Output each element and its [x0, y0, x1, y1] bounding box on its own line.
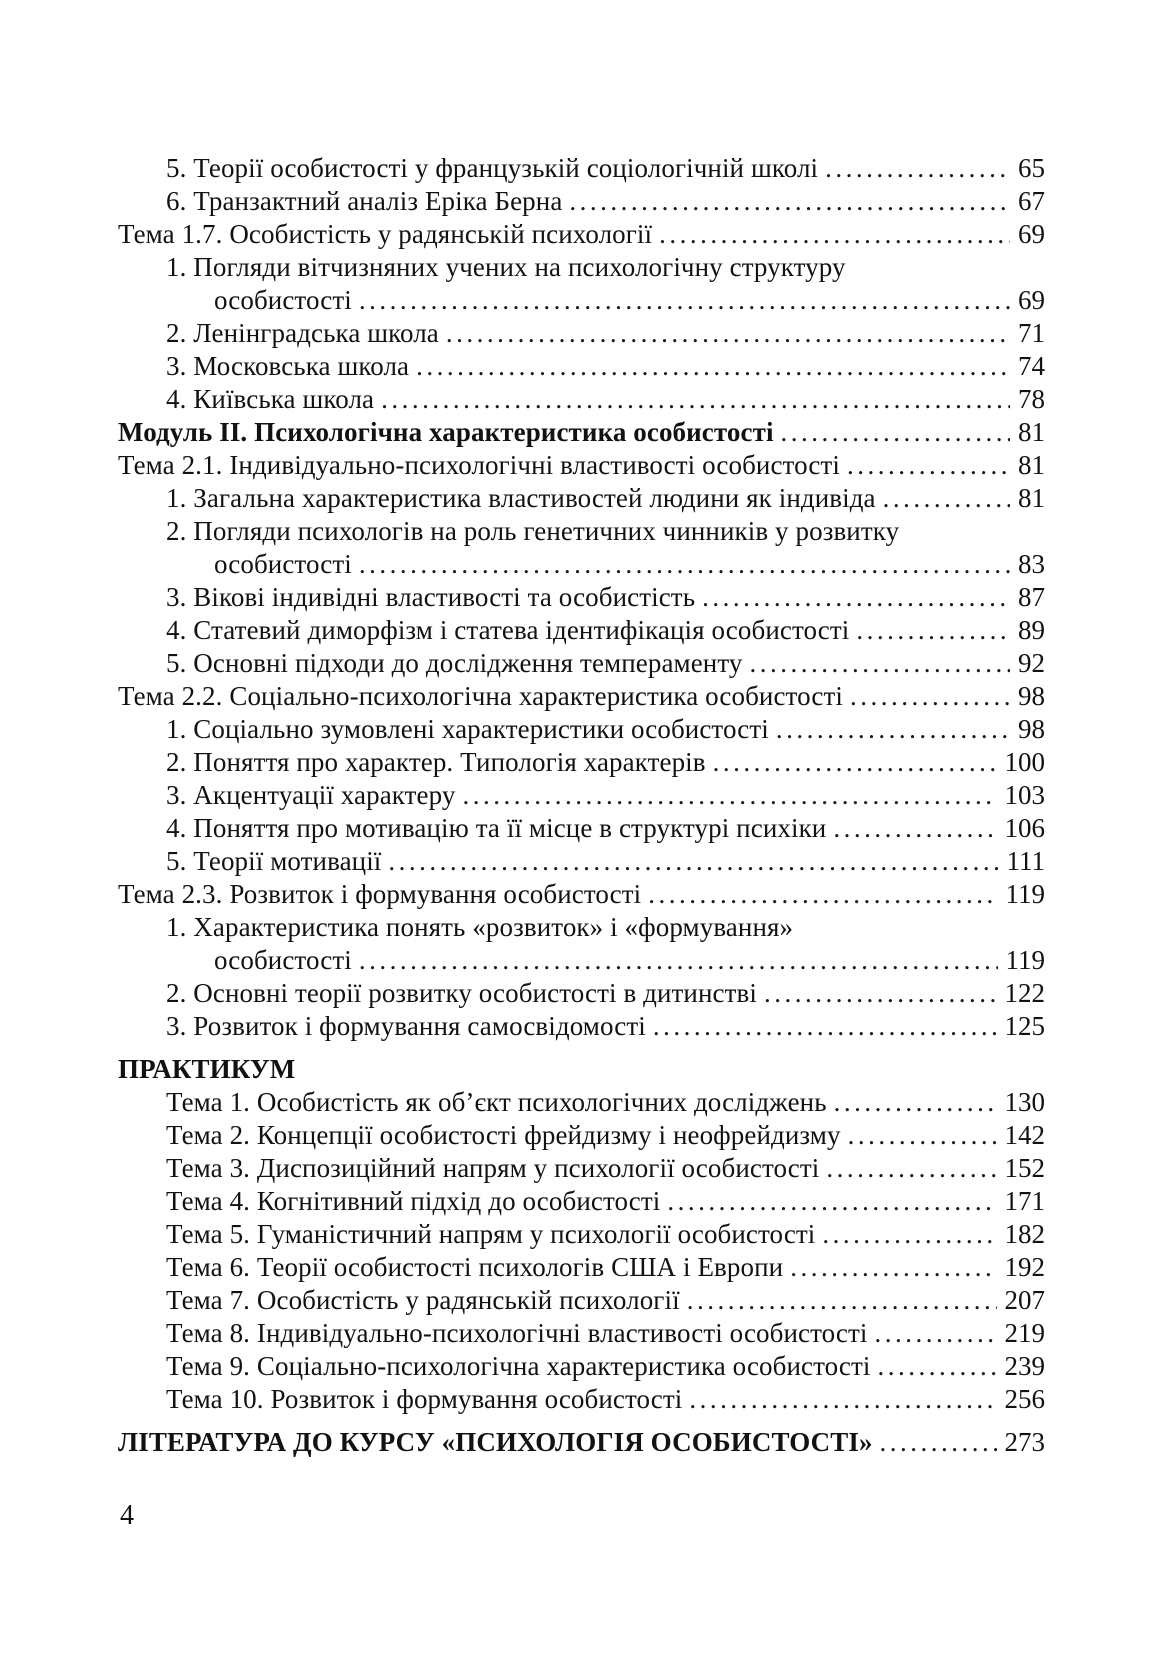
- dot-leader: [374, 383, 1010, 416]
- toc-entry: [118, 1086, 1045, 1119]
- toc-page-number: 119: [1005, 879, 1045, 909]
- dot-leader: [757, 977, 997, 1010]
- dot-leader: [439, 317, 1010, 350]
- toc-entry-title: особистості: [214, 549, 352, 579]
- toc-entry: [118, 1010, 1045, 1043]
- toc-entry-title: Тема 9. Соціально-психологічна характеристика особистості: [166, 1351, 871, 1381]
- toc-entry-title: 1. Погляди вітчизняних учених на психологічну структуру: [166, 252, 846, 282]
- toc-entry-title: 3. Вікові індивідні властивості та особистість: [166, 582, 696, 612]
- toc-entry-title: Тема 2.3. Розвиток і формування особистості: [118, 879, 642, 909]
- toc-page-number: 98: [1018, 681, 1045, 711]
- toc-page-number: 239: [1004, 1351, 1045, 1381]
- dot-leader: [352, 944, 998, 977]
- toc-entry-title: 2. Основні теорії розвитку особистості в дитинстві: [166, 978, 757, 1008]
- dot-leader: [352, 284, 1010, 317]
- dot-leader: [652, 218, 1010, 251]
- toc-entry: [118, 1185, 1045, 1218]
- toc-page-number: 103: [1004, 780, 1045, 810]
- toc-entry-title: Тема 2. Концепції особистості фрейдизму і неофрейдизму: [166, 1120, 841, 1150]
- toc-entry-title: 1. Характеристика понять «розвиток» і «формування»: [166, 912, 794, 942]
- toc-entry-title: Тема 4. Когнітивний підхід до особистості: [166, 1186, 661, 1216]
- dot-leader: [783, 1251, 996, 1284]
- toc-page-number: 98: [1018, 714, 1045, 744]
- toc-entry: [118, 218, 1045, 251]
- toc-entry-title: 2. Поняття про характер. Типологія характерів: [166, 747, 706, 777]
- dot-leader: [352, 548, 1010, 581]
- dot-leader: [868, 1317, 997, 1350]
- dot-leader: [409, 350, 1010, 383]
- toc-entry-title: 3. Акцентуації характеру: [166, 780, 456, 810]
- toc-entry: [118, 713, 1045, 746]
- toc-entry-title: Тема 7. Особистість у радянській психології: [166, 1285, 680, 1315]
- toc-page-number: 65: [1018, 153, 1045, 183]
- dot-leader: [646, 1010, 997, 1043]
- toc-entry: [118, 944, 1045, 977]
- toc-page-number: 67: [1018, 186, 1045, 216]
- toc-page-number: 106: [1004, 813, 1045, 843]
- toc-page-number: 89: [1018, 615, 1045, 645]
- toc-page-number: 171: [1004, 1186, 1045, 1216]
- toc-entry-title: Тема 5. Гуманістичний напрям у психології особистості: [166, 1219, 816, 1249]
- footer-page-number: 4: [120, 1500, 134, 1531]
- toc-entry-title: Тема 1. Особистість як об’єкт психологічних досліджень: [166, 1087, 827, 1117]
- toc-entry: [118, 1284, 1045, 1317]
- dot-leader: [843, 680, 1010, 713]
- dot-leader: [840, 449, 1010, 482]
- toc-page-number: 130: [1004, 1087, 1045, 1117]
- toc-entry: [118, 1251, 1045, 1284]
- toc-page-number: 142: [1004, 1120, 1045, 1150]
- toc-entry: [118, 977, 1045, 1010]
- dot-leader: [682, 1383, 996, 1416]
- toc-entry-title: 5. Теорії мотивації: [166, 846, 382, 876]
- toc-entry: [118, 614, 1045, 647]
- toc-entry-title: Тема 8. Індивідуально-психологічні властивості особистості: [166, 1318, 868, 1348]
- toc-entry-title: Тема 10. Розвиток і формування особистості: [166, 1384, 683, 1414]
- toc-page-number: 122: [1004, 978, 1045, 1008]
- toc-page-number: 125: [1004, 1011, 1045, 1041]
- toc-entry: [118, 350, 1045, 383]
- dot-leader: [827, 1086, 997, 1119]
- toc-page-number: 69: [1018, 285, 1045, 315]
- toc-entry-title: 3. Московська школа: [166, 351, 410, 381]
- toc-entry-title: 2. Ленінградська школа: [166, 318, 439, 348]
- toc-page-number: 152: [1004, 1153, 1045, 1183]
- toc-page-number: 273: [1004, 1427, 1045, 1457]
- toc-entry: [118, 449, 1045, 482]
- toc-page-number: 78: [1018, 384, 1045, 414]
- toc-page-number: 182: [1004, 1219, 1045, 1249]
- toc-entry: [118, 548, 1045, 581]
- toc-entry: [118, 482, 1045, 515]
- toc-entry-title: ПРАКТИКУМ: [118, 1054, 296, 1084]
- toc-entry: [118, 1350, 1045, 1383]
- dot-leader: [818, 152, 1010, 185]
- dot-leader: [769, 713, 1010, 746]
- dot-leader: [819, 1152, 996, 1185]
- dot-leader: [660, 1185, 996, 1218]
- toc-entry: [118, 878, 1045, 911]
- toc-entry: [118, 1426, 1045, 1459]
- toc-entry-title: 5. Теорії особистості у французькій соціологічній школі: [166, 153, 819, 183]
- toc-entry-title: 4. Київська школа: [166, 384, 375, 414]
- toc-entry: [118, 1317, 1045, 1350]
- toc-page-number: 111: [1006, 846, 1045, 876]
- toc-entry-title: 5. Основні підходи до дослідження темпераменту: [166, 648, 743, 678]
- dot-leader: [873, 1426, 997, 1459]
- toc-page-number: 71: [1018, 318, 1045, 348]
- toc-entry-title: Тема 6. Теорії особистості психологів США і Европи: [166, 1252, 784, 1282]
- toc-page-number: 207: [1004, 1285, 1045, 1315]
- toc-page-number: 81: [1018, 417, 1045, 447]
- dot-leader: [562, 185, 1010, 218]
- toc-entry-title: 1. Соціально зумовлені характеристики особистості: [166, 714, 769, 744]
- toc-entry-title: 3. Розвиток і формування самосвідомості: [166, 1011, 646, 1041]
- dot-leader: [849, 614, 1010, 647]
- toc-entry-title: Тема 2.1. Індивідуально-психологічні властивості особистості: [118, 450, 840, 480]
- toc-entry-title: 1. Загальна характеристика властивостей людини як індивіда: [166, 483, 876, 513]
- toc-entry: [118, 416, 1045, 449]
- toc-page-number: 69: [1018, 219, 1045, 249]
- toc-entry-title: Модуль ІІ. Психологічна характеристика особистості: [118, 417, 774, 447]
- toc-entry: [118, 680, 1045, 713]
- dot-leader: [381, 845, 998, 878]
- toc-entry: [118, 251, 1045, 284]
- toc-page-number: 87: [1018, 582, 1045, 612]
- toc-entry: [118, 1119, 1045, 1152]
- toc-entry: [118, 383, 1045, 416]
- toc-entry: [118, 911, 1045, 944]
- toc-entry: [118, 317, 1045, 350]
- toc-page-number: 100: [1004, 747, 1045, 777]
- dot-leader: [871, 1350, 997, 1383]
- toc-entry: [118, 1152, 1045, 1185]
- toc-entry: [118, 185, 1045, 218]
- dot-leader: [743, 647, 1011, 680]
- toc-page-number: 81: [1018, 483, 1045, 513]
- toc-list: [118, 152, 1045, 1459]
- toc-page-number: 256: [1004, 1384, 1045, 1414]
- toc-entry-title: Тема 1.7. Особистість у радянській психології: [118, 219, 653, 249]
- toc-page-number: 92: [1018, 648, 1045, 678]
- toc-entry-title: 2. Погляди психологів на роль генетичних чинників у розвитку: [166, 516, 900, 546]
- toc-entry-title: 4. Поняття про мотивацію та її місце в структурі психіки: [166, 813, 827, 843]
- dot-leader: [815, 1218, 996, 1251]
- toc-page-number: 74: [1018, 351, 1045, 381]
- dot-leader: [641, 878, 997, 911]
- toc-entry-title: Тема 3. Диспозиційний напрям у психології особистості: [166, 1153, 820, 1183]
- toc-entry-title: ЛІТЕРАТУРА ДО КУРСУ «ПСИХОЛОГІЯ ОСОБИСТОСТІ»: [118, 1427, 873, 1457]
- toc-entry: [118, 1218, 1045, 1251]
- toc-entry: [118, 779, 1045, 812]
- dot-leader: [826, 812, 996, 845]
- toc-entry-title: особистості: [214, 285, 352, 315]
- dot-leader: [455, 779, 996, 812]
- toc-page-number: 192: [1004, 1252, 1045, 1282]
- toc-page-number: 83: [1018, 549, 1045, 579]
- toc-entry-title: Тема 2.2. Соціально-психологічна характеристика особистості: [118, 681, 843, 711]
- toc-entry-title: 4. Статевий диморфізм і статева ідентифікація особистості: [166, 615, 850, 645]
- toc-entry: [118, 647, 1045, 680]
- toc-entry: [118, 1383, 1045, 1416]
- toc-entry: [118, 152, 1045, 185]
- toc-page-number: 119: [1005, 945, 1045, 975]
- toc-page-number: 219: [1004, 1318, 1045, 1348]
- toc-entry: [118, 845, 1045, 878]
- dot-leader: [706, 746, 997, 779]
- toc-entry-title: 6. Транзактний аналіз Еріка Берна: [166, 186, 563, 216]
- dot-leader: [680, 1284, 997, 1317]
- dot-leader: [841, 1119, 997, 1152]
- dot-leader: [695, 581, 1010, 614]
- toc-page-number: 81: [1018, 450, 1045, 480]
- toc-entry: [118, 515, 1045, 548]
- toc-entry: [118, 581, 1045, 614]
- toc-entry: [118, 284, 1045, 317]
- toc-entry-title: особистості: [214, 945, 352, 975]
- dot-leader: [876, 482, 1010, 515]
- toc-entry: [118, 812, 1045, 845]
- toc-entry: [118, 746, 1045, 779]
- dot-leader: [774, 416, 1010, 449]
- toc-entry: [118, 1053, 1045, 1086]
